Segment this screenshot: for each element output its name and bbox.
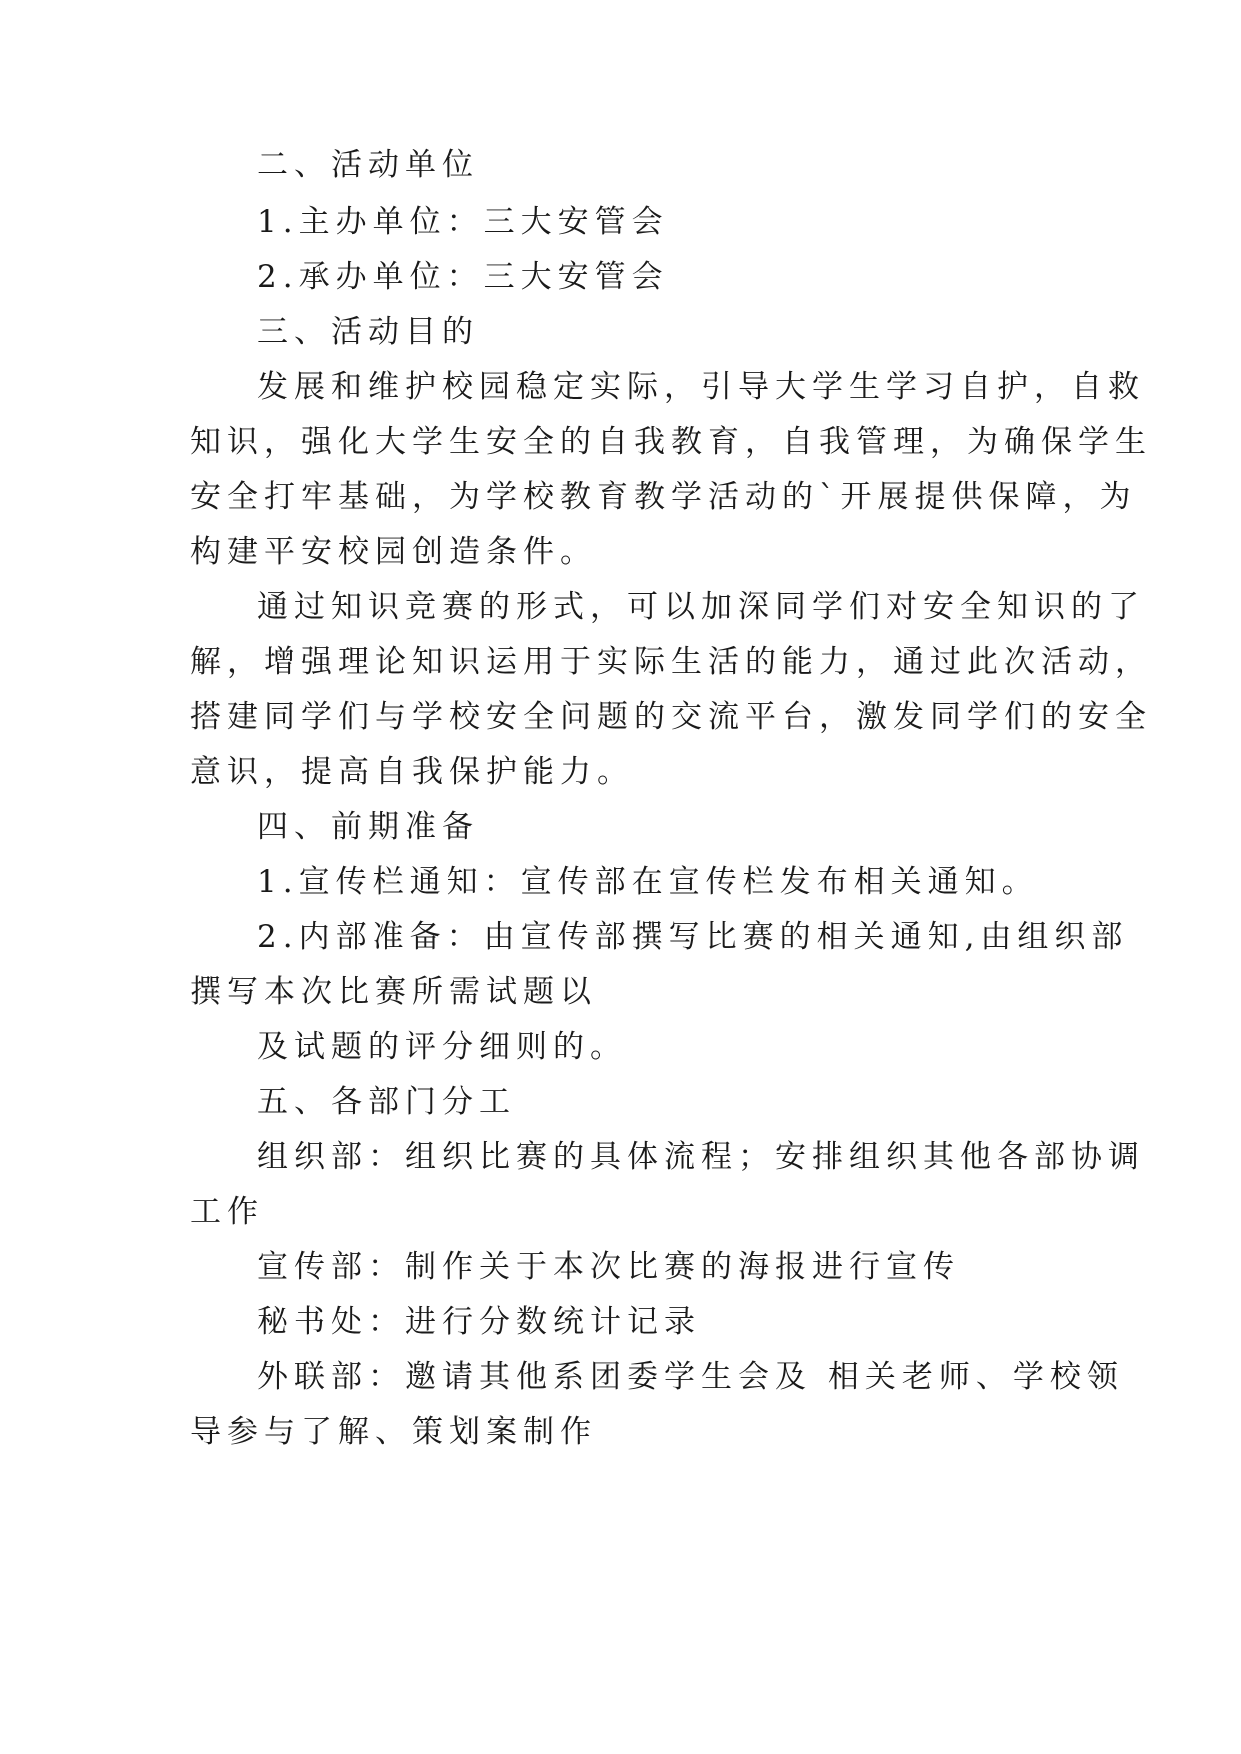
text-line: 1.主办单位：三大安管会	[257, 204, 669, 240]
text-line: 意识，提高自我保护能力。	[190, 754, 634, 790]
text-line: 1.宣传栏通知：宣传部在宣传栏发布相关通知。	[257, 864, 1039, 900]
text-line: 通过知识竞赛的形式，可以加深同学们对安全知识的了	[257, 589, 1145, 625]
text-line: 撰写本次比赛所需试题以	[190, 974, 597, 1010]
text-line: 五、各部门分工	[257, 1084, 516, 1120]
text-line: 宣传部：制作关于本次比赛的海报进行宣传	[257, 1249, 960, 1285]
text-line: 及试题的评分细则的。	[257, 1029, 627, 1065]
text-line: 外联部：邀请其他系团委学生会及 相关老师、学校领	[257, 1359, 1124, 1395]
text-line: 发展和维护校园稳定实际，引导大学生学习自护，自救	[257, 369, 1145, 405]
text-line: 工作	[190, 1194, 264, 1230]
text-line: 解，增强理论知识运用于实际生活的能力，通过此次活动，	[190, 644, 1152, 680]
text-line: 四、前期准备	[257, 809, 479, 845]
text-line: 组织部：组织比赛的具体流程；安排组织其他各部协调	[257, 1139, 1145, 1175]
text-line: 安全打牢基础，为学校教育教学活动的`开展提供保障，为	[190, 479, 1137, 515]
text-line: 2.内部准备：由宣传部撰写比赛的相关通知,由组织部	[257, 919, 1129, 955]
text-line: 三、活动目的	[257, 314, 479, 350]
text-line: 导参与了解、策划案制作	[190, 1414, 597, 1450]
text-line: 秘书处：进行分数统计记录	[257, 1304, 701, 1340]
text-line: 二、活动单位	[257, 147, 479, 183]
text-line: 搭建同学们与学校安全问题的交流平台，激发同学们的安全	[190, 699, 1152, 735]
text-line: 知识，强化大学生安全的自我教育，自我管理，为确保学生	[190, 424, 1152, 460]
text-line: 2.承办单位：三大安管会	[257, 259, 669, 295]
text-line: 构建平安校园创造条件。	[190, 534, 597, 570]
